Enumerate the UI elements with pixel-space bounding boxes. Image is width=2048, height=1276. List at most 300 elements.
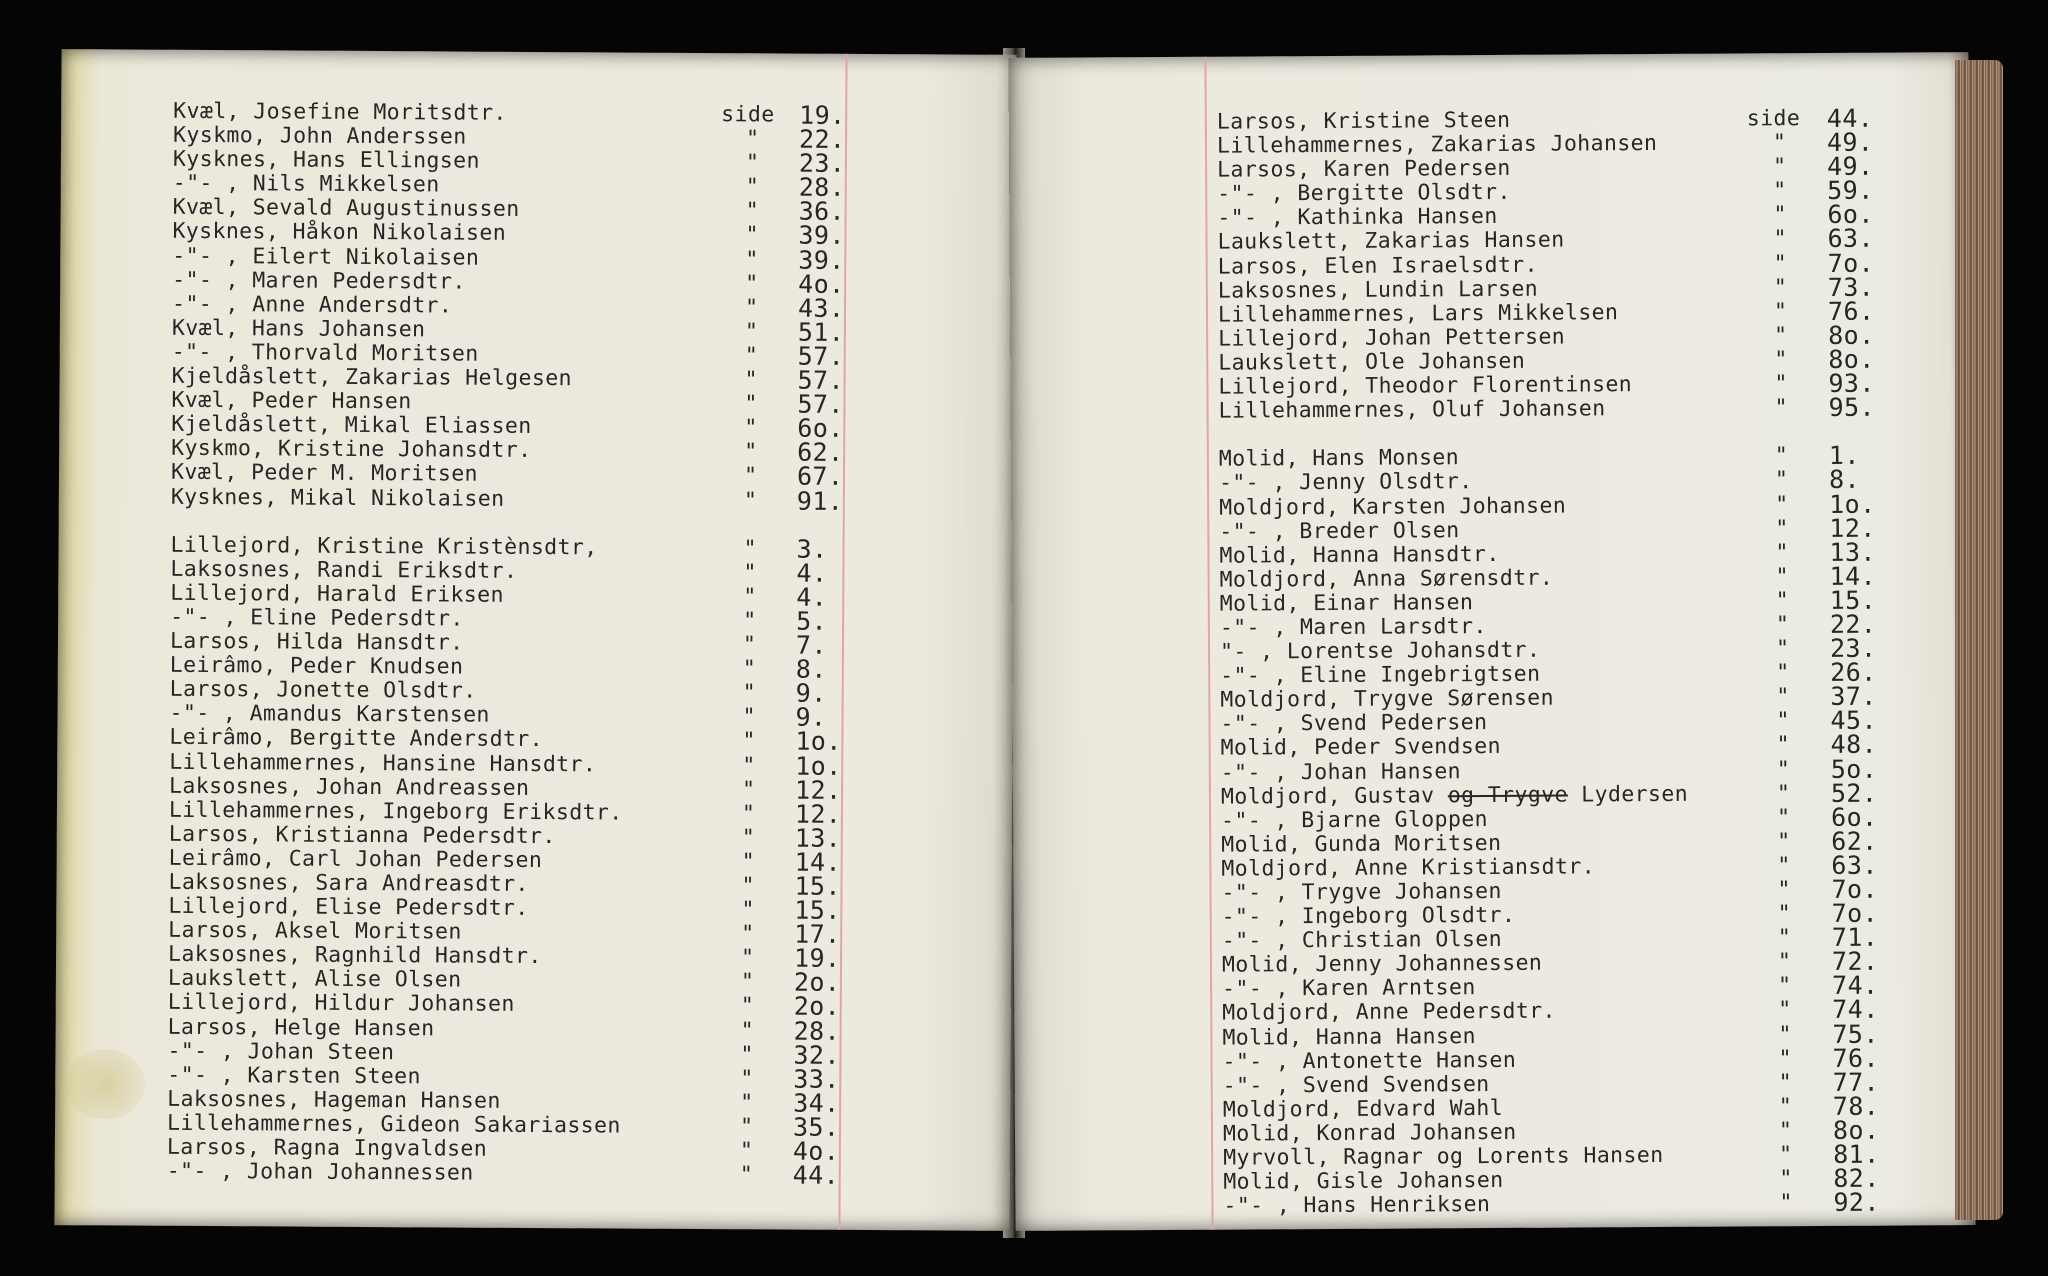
page-number: 8. xyxy=(795,654,827,684)
entry-name xyxy=(1222,952,1542,978)
page-number: 32. xyxy=(793,1040,840,1070)
entry-name xyxy=(168,871,528,897)
entry-name xyxy=(171,389,411,414)
entry-name xyxy=(1223,1193,1490,1219)
entry-name-text: Lillehammernes, Lars Mikkelsen xyxy=(1217,299,1619,328)
entry-name-text: -"- , Amandus Karstensen xyxy=(169,701,490,729)
entry-name-text: Kvæl, Josefine Moritsdtr. xyxy=(173,98,507,126)
page-number: 23. xyxy=(798,148,846,179)
entry-name xyxy=(171,485,505,511)
page-number: 1. xyxy=(1828,441,1860,471)
entry-name xyxy=(1223,1144,1663,1171)
page-number: 6o. xyxy=(797,413,844,444)
page-number: 91. xyxy=(796,486,844,516)
ditto-mark: " xyxy=(741,897,755,923)
ditto-mark: " xyxy=(1774,467,1789,493)
entry-name-text: Lillehammernes, Hansine Hansdtr. xyxy=(169,749,597,777)
ditto-mark: " xyxy=(743,608,757,634)
page-number: 74. xyxy=(1832,995,1879,1025)
page-number: 71. xyxy=(1831,922,1879,953)
entry-name xyxy=(1217,205,1497,231)
entry-name xyxy=(168,943,542,969)
entry-name-text: Lillehammernes, Ingeborg Eriksdtr. xyxy=(168,797,623,826)
entry-name xyxy=(1221,735,1501,761)
entry-name xyxy=(1219,397,1606,423)
entry-name-text: -"- , Bergitte Olsdtr. xyxy=(1217,180,1511,207)
page-number: 12. xyxy=(1829,513,1876,543)
ditto-mark: " xyxy=(1776,708,1790,734)
entry-name xyxy=(168,895,528,921)
entry-name xyxy=(1221,855,1595,881)
entry-name-text: Leirâmo, Bergitte Andersdtr. xyxy=(169,725,544,753)
entry-name xyxy=(1221,808,1488,834)
entry-name-text: Moldjord, Anna Sørensdtr. xyxy=(1219,565,1554,593)
page-number: 59. xyxy=(1827,175,1874,206)
entry-name-text: Lillejord, Harald Eriksen xyxy=(170,580,504,608)
entry-name xyxy=(1219,471,1473,497)
page-number: 1o. xyxy=(1829,489,1876,519)
ditto-mark: " xyxy=(1776,756,1791,782)
entry-name-text: -"- , Johan Johannessen xyxy=(166,1158,474,1186)
ditto-mark: " xyxy=(743,560,757,586)
ditto-mark: " xyxy=(1776,780,1791,806)
entry-name-text: -"- , Ingeborg Olsdtr. xyxy=(1221,902,1516,930)
entry-name xyxy=(167,1064,421,1090)
page-number: 34. xyxy=(793,1088,840,1118)
entry-name-text: Leirâmo, Carl Johan Pedersen xyxy=(168,845,543,873)
entry-name xyxy=(1222,1025,1476,1051)
page-number: 14. xyxy=(794,847,842,877)
entry-name-text: Moldjord, Edvard Wahl xyxy=(1222,1095,1504,1123)
entry-name xyxy=(1218,325,1565,351)
page-number: 19. xyxy=(799,100,846,130)
ditto-mark: " xyxy=(745,174,760,200)
entry-name-text: Molid, Gunda Moritsen xyxy=(1221,830,1502,858)
ditto-mark: " xyxy=(1775,563,1790,590)
page-number: 77. xyxy=(1832,1067,1880,1097)
page-number: 15. xyxy=(1829,585,1877,615)
entry-name-text: Kvæl, Hans Johansen xyxy=(171,315,426,343)
page-number: 45. xyxy=(1830,705,1877,736)
page-number: 22. xyxy=(798,124,846,154)
entry-name xyxy=(1221,760,1461,785)
page-number: 92. xyxy=(1833,1187,1880,1218)
entry-name-text: Larsos, Aksel Moritsen xyxy=(168,917,462,945)
entry-name xyxy=(171,437,531,463)
entry-name-text: -"- , Nils Mikkelsen xyxy=(172,171,440,198)
ditto-mark: " xyxy=(744,295,759,321)
page-number: 8o. xyxy=(1828,344,1875,374)
entry-name-text: Molid, Gisle Johansen xyxy=(1223,1168,1504,1195)
ditto-mark: " xyxy=(1774,395,1789,421)
ditto-mark: " xyxy=(1778,1021,1792,1047)
right-page xyxy=(1008,52,1975,1231)
ditto-mark: " xyxy=(743,463,758,489)
ditto-mark: " xyxy=(1778,997,1792,1023)
entry-name-text: Kvæl, Peder M. Moritsen xyxy=(170,460,479,488)
ditto-mark: " xyxy=(1774,347,1788,373)
entry-name xyxy=(171,461,478,487)
page-number: 57. xyxy=(797,341,845,371)
entry-name-text: -"- , Karsten Steen xyxy=(167,1062,421,1090)
page-number: 49. xyxy=(1827,151,1874,182)
entry-name-text: -"- , Bjarne Gloppen xyxy=(1221,806,1489,834)
index-entry xyxy=(1223,1187,1943,1219)
page-number: 1o. xyxy=(795,727,842,757)
entry-name-text: Lillehammernes, Oluf Johansen xyxy=(1218,396,1606,424)
paper-stain xyxy=(65,1049,145,1119)
page-number: 73. xyxy=(1827,272,1875,302)
page-number: 5. xyxy=(796,606,828,636)
page-number: 49. xyxy=(1826,127,1874,158)
page-number: 14. xyxy=(1829,561,1877,591)
entry-name xyxy=(172,341,479,367)
entry-name-text: -"- , Thorvald Moritsen xyxy=(171,339,479,367)
left-page xyxy=(54,49,1016,1231)
ditto-mark: " xyxy=(1777,804,1791,830)
page-number: 22. xyxy=(1829,609,1877,639)
page-number: 4. xyxy=(796,558,828,588)
page-number: 93. xyxy=(1828,368,1875,398)
ditto-mark: " xyxy=(745,246,759,272)
entry-name xyxy=(170,630,464,656)
entry-name xyxy=(1222,928,1502,954)
ditto-mark: " xyxy=(745,198,760,224)
entry-name xyxy=(169,847,543,873)
entry-name-text: -"- , Maren Larsdtr. xyxy=(1219,614,1487,641)
entry-name xyxy=(1217,109,1511,135)
entry-name-text: -"- , Eline Ingebrigtsen xyxy=(1220,661,1541,689)
page-number: 39. xyxy=(798,245,845,275)
entry-name-text: Kvæl, Sevald Augustinussen xyxy=(172,195,520,223)
page-number: 62. xyxy=(1831,826,1878,856)
entry-name-text: -"- , Jenny Olsdtr. xyxy=(1218,469,1473,497)
ditto-mark: " xyxy=(1773,154,1787,180)
page-number: 6o. xyxy=(1827,200,1874,230)
ditto-mark: " xyxy=(1773,226,1787,252)
page-number: 35. xyxy=(792,1112,840,1142)
page-number: 82. xyxy=(1833,1163,1880,1194)
page-number: 1o. xyxy=(795,751,842,781)
ditto-mark: " xyxy=(1777,877,1791,903)
entry-name xyxy=(1217,229,1564,255)
index-entry xyxy=(1218,392,1939,424)
struck-text: og Trygve xyxy=(1447,782,1568,808)
entry-name xyxy=(1220,639,1540,665)
ditto-mark: " xyxy=(1777,853,1791,879)
page-number: 4o. xyxy=(792,1136,840,1166)
ditto-mark: " xyxy=(742,656,757,682)
entry-name-text: Kjeldåslett, Mikal Eliassen xyxy=(171,411,532,440)
entry-name-suffix: Lydersen xyxy=(1567,781,1689,808)
page-number: 72. xyxy=(1831,946,1879,977)
entry-name xyxy=(173,148,480,174)
ditto-mark: " xyxy=(740,1066,754,1092)
ditto-mark: " xyxy=(743,535,757,562)
page-number: 43. xyxy=(797,293,845,323)
entry-name-text: Lillejord, Hildur Johansen xyxy=(167,990,515,1018)
ditto-mark: " xyxy=(1775,539,1789,565)
ditto-mark: " xyxy=(742,752,756,778)
entry-name xyxy=(1221,832,1501,858)
entry-name xyxy=(1219,447,1459,472)
entry-name xyxy=(167,1160,474,1186)
ditto-mark: " xyxy=(745,126,760,152)
ditto-mark: " xyxy=(740,1090,754,1116)
entry-name-text: -"- , Christian Olsen xyxy=(1221,927,1503,954)
entry-name-text: Moldjord, Anne Kristiansdtr. xyxy=(1221,854,1596,882)
ditto-mark: " xyxy=(742,776,756,802)
ditto-mark: " xyxy=(1772,130,1787,156)
entry-name-text: Larsos, Hilda Hansdtr. xyxy=(169,628,464,656)
page-number: 48. xyxy=(1830,730,1878,760)
ditto-mark: " xyxy=(1777,828,1791,855)
entry-name-text: Laksosnes, Ragnhild Hansdtr. xyxy=(167,942,542,970)
ditto-mark: " xyxy=(742,704,756,730)
page-number: 7o. xyxy=(1827,248,1875,278)
ditto-mark: " xyxy=(1778,973,1792,999)
entry-name xyxy=(168,967,462,993)
entry-name-text: -"- , Kathinka Hansen xyxy=(1217,204,1498,232)
entry-name-text: -"- , Eline Pedersdtr. xyxy=(170,604,464,632)
ditto-mark: " xyxy=(1777,949,1792,975)
entry-name xyxy=(1223,1073,1490,1099)
page-edges xyxy=(1955,60,2003,1220)
entry-name-text: -"- , Karen Arntsen xyxy=(1222,975,1476,1003)
ditto-mark: " xyxy=(743,584,757,610)
entry-name-text: Laukslett, Ole Johansen xyxy=(1218,348,1526,376)
margin-rule xyxy=(1204,57,1213,1230)
ditto-mark: " xyxy=(739,1138,754,1164)
entry-name xyxy=(1222,976,1476,1002)
page-number: 28. xyxy=(798,172,846,203)
ditto-mark: " xyxy=(742,680,757,706)
entry-name-text: Moldjord, Anne Pedersdtr. xyxy=(1222,999,1556,1027)
ditto-mark: " xyxy=(739,1114,754,1140)
entry-name-text: -"- , Svend Svendsen xyxy=(1222,1071,1490,1099)
ditto-mark: " xyxy=(1779,1142,1793,1168)
entry-name-text: Larsos, Kristianna Pedersdtr. xyxy=(168,821,556,849)
ditto-mark: " xyxy=(1776,660,1790,686)
page-number: 76. xyxy=(1827,296,1875,326)
page-number: 57. xyxy=(797,365,845,395)
ditto-mark: " xyxy=(741,921,755,947)
ditto-mark: " xyxy=(1773,274,1788,300)
entry-name xyxy=(1221,880,1501,906)
entry-name xyxy=(1222,1049,1516,1075)
entry-name-text: -"- , Johan Steen xyxy=(167,1038,395,1065)
page-number: 57. xyxy=(797,389,844,420)
ditto-mark: " xyxy=(739,1162,754,1188)
entry-name xyxy=(1223,1121,1517,1147)
entry-name-text: Laksosnes, Lundin Larsen xyxy=(1217,276,1539,304)
entry-name-text: Molid, Jenny Johannessen xyxy=(1221,950,1543,978)
ditto-mark: " xyxy=(741,800,756,827)
page-number: 15. xyxy=(794,895,841,925)
entry-name xyxy=(169,823,556,849)
entry-name-text: -"- , Trygve Johansen xyxy=(1221,878,1502,906)
page-number: 81. xyxy=(1833,1139,1880,1169)
entry-name xyxy=(1222,904,1516,930)
ditto-mark: " xyxy=(1775,636,1790,662)
entry-name xyxy=(171,413,531,439)
ditto-mark: " xyxy=(1775,612,1790,638)
entry-name xyxy=(1221,782,1688,809)
page-number: 76. xyxy=(1832,1043,1879,1073)
entry-name-text: Lillehammernes, Gideon Sakariassen xyxy=(166,1110,621,1139)
entry-name xyxy=(1220,663,1540,689)
left-index-list xyxy=(167,100,904,1189)
page-number: 12. xyxy=(795,775,842,805)
ditto-mark: " xyxy=(1778,1118,1793,1144)
entry-name xyxy=(167,1136,487,1162)
entry-name xyxy=(172,317,426,343)
ditto-mark: " xyxy=(1773,178,1787,204)
page-number: 8o. xyxy=(1828,320,1875,350)
entry-name xyxy=(173,172,440,198)
ditto-mark: " xyxy=(1774,371,1788,397)
right-index-list xyxy=(1216,103,1944,1219)
entry-name-text: Moldjord, Trygve Sørensen xyxy=(1220,685,1555,713)
page-number: 6o. xyxy=(1830,802,1878,832)
page-number: 7. xyxy=(795,630,827,660)
entry-name-text: Kjeldåslett, Zakarias Helgesen xyxy=(171,363,573,392)
entry-name-text: Larsos, Kristine Steen xyxy=(1216,107,1511,135)
entry-name xyxy=(170,654,464,680)
page-number: 13. xyxy=(794,823,842,853)
page-number: 3. xyxy=(796,534,828,564)
page-number: 37. xyxy=(1830,681,1877,712)
ditto-mark: " xyxy=(744,415,758,441)
page-number: 13. xyxy=(1829,537,1876,567)
ditto-mark: " xyxy=(1777,925,1792,951)
page-number: 26. xyxy=(1830,657,1877,688)
entry-name-text: Molid, Hanna Hansdtr. xyxy=(1219,541,1500,569)
entry-name-text: -"- , Eilert Nikolaisen xyxy=(172,243,480,271)
entry-name-text: Kyskmo, Kristine Johansdtr. xyxy=(171,436,532,464)
entry-name-text: Kysknes, Håkon Nikolaisen xyxy=(172,219,507,247)
entry-name xyxy=(1217,181,1511,207)
entry-name-text: Laukslett, Zakarias Hansen xyxy=(1217,228,1565,256)
page-number: 51. xyxy=(797,317,845,347)
page-number: 74. xyxy=(1832,971,1879,1001)
page-number: 75. xyxy=(1832,1019,1879,1049)
ditto-mark: " xyxy=(1777,901,1792,927)
entry-name xyxy=(173,124,467,150)
entry-name xyxy=(1217,132,1657,159)
entry-name xyxy=(167,1088,501,1114)
ditto-mark: " xyxy=(744,391,758,417)
entry-name-text: -"- , Svend Pedersen xyxy=(1220,710,1488,738)
entry-name-text: "- , Lorentse Johansdtr. xyxy=(1219,637,1541,665)
ditto-mark: " xyxy=(740,1041,754,1067)
page-number: 63. xyxy=(1827,224,1874,254)
side-label: side xyxy=(721,102,775,128)
page-number: 2o. xyxy=(793,967,841,998)
entry-name-text: Laukslett, Alise Olsen xyxy=(167,966,462,993)
entry-name-text: Larsos, Jonette Olsdtr. xyxy=(169,677,477,704)
page-number: 9. xyxy=(795,678,827,709)
ditto-mark: " xyxy=(741,825,756,851)
entry-name-text: Kysknes, Mikal Nikolaisen xyxy=(170,484,505,512)
index-entry xyxy=(167,1160,897,1189)
entry-name xyxy=(1220,615,1487,641)
ditto-mark: " xyxy=(740,945,755,971)
ditto-mark: " xyxy=(742,632,757,658)
entry-name-text: Lillejord, Elise Pedersdtr. xyxy=(168,893,529,922)
page-number: 33. xyxy=(793,1064,840,1094)
page-number: 44. xyxy=(792,1160,840,1190)
entry-name-text: Larsos, Ragna Ingvaldsen xyxy=(166,1134,488,1162)
page-number: 4. xyxy=(796,582,828,612)
page-number: 7o. xyxy=(1831,898,1879,929)
entry-name xyxy=(167,1039,394,1064)
entry-name xyxy=(1220,687,1554,713)
ditto-mark: " xyxy=(1775,588,1790,614)
entry-name xyxy=(170,582,504,608)
page-number: 67. xyxy=(796,462,844,492)
ditto-mark: " xyxy=(1776,684,1790,710)
ditto-mark: " xyxy=(740,1017,755,1043)
entry-name xyxy=(172,268,466,294)
entry-name-text: -"- , Antonette Hansen xyxy=(1222,1047,1517,1075)
ditto-mark: " xyxy=(743,487,758,513)
ditto-mark: " xyxy=(745,150,760,176)
ditto-mark: " xyxy=(744,319,759,345)
ditto-mark: " xyxy=(1778,1045,1792,1071)
entry-name-text: Lillehammernes, Zakarias Johansen xyxy=(1216,131,1658,159)
entry-name-text: -"- , Maren Pedersdtr. xyxy=(172,267,466,295)
entry-name xyxy=(172,244,479,270)
entry-name xyxy=(169,702,489,728)
entry-name-text: Molid, Einar Hansen xyxy=(1219,589,1474,617)
entry-name-text: -"- , Hans Henriksen xyxy=(1223,1192,1491,1219)
ditto-mark: " xyxy=(1778,1069,1793,1096)
page-number: 9. xyxy=(795,702,827,733)
entry-name-text: Lillejord, Johan Pettersen xyxy=(1218,324,1566,352)
entry-name xyxy=(170,558,517,584)
page-number: 8. xyxy=(1828,465,1861,495)
ditto-mark: " xyxy=(742,728,756,754)
entry-name-text: Kyskmo, John Anderssen xyxy=(172,122,467,150)
entry-name-text: Laksosnes, Hageman Hansen xyxy=(167,1086,501,1114)
entry-name xyxy=(169,774,529,800)
entry-name xyxy=(1218,253,1538,279)
page-number: 8o. xyxy=(1832,1115,1880,1145)
entry-name xyxy=(170,606,464,632)
entry-name xyxy=(1218,350,1525,376)
entry-name-text: Larsos, Elen Israelsdtr. xyxy=(1217,252,1539,280)
entry-name-text: Laksosnes, Sara Andreasdtr. xyxy=(168,869,529,897)
entry-name xyxy=(1217,157,1511,183)
index-entry xyxy=(171,485,901,514)
entry-name-text: -"- , Breder Olsen xyxy=(1219,517,1460,545)
ditto-mark: " xyxy=(1775,491,1789,517)
entry-name xyxy=(1220,566,1554,592)
ditto-mark: " xyxy=(1775,515,1789,541)
entry-name xyxy=(168,1015,435,1041)
page-number: 95. xyxy=(1828,392,1876,423)
page-number: 78. xyxy=(1832,1091,1880,1121)
entry-name-text: Myrvoll, Ragnar og Lorents Hansen xyxy=(1223,1142,1664,1171)
entry-name xyxy=(1219,543,1499,569)
page-number: 2o. xyxy=(793,992,841,1022)
entry-name xyxy=(1219,494,1566,520)
ditto-mark: " xyxy=(1778,1094,1793,1120)
ditto-mark: " xyxy=(744,367,759,393)
ditto-mark: " xyxy=(1773,202,1787,228)
page-number: 23. xyxy=(1829,633,1877,663)
